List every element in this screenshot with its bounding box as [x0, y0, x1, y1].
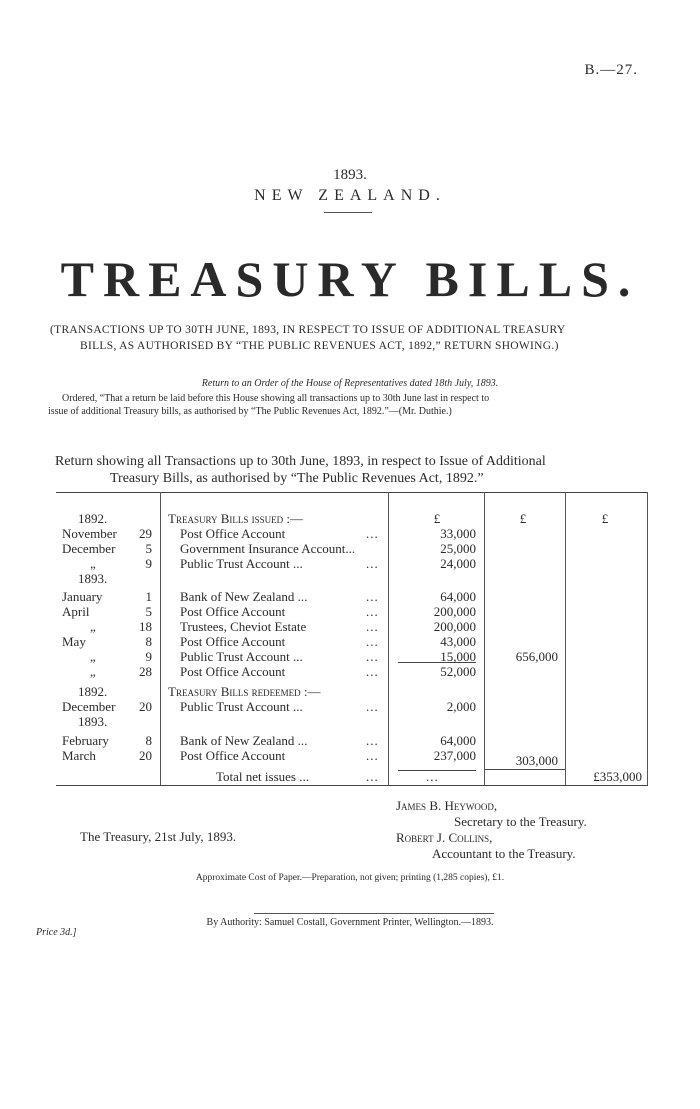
- row-day: 5: [145, 541, 152, 556]
- row-amount: 43,000: [440, 634, 476, 649]
- total-dots: ...: [366, 769, 379, 784]
- row-day: 8: [145, 733, 152, 748]
- return-order-line: Return to an Order of the House of Representatives dated 18th July, 1893.: [201, 378, 499, 389]
- row-item: Public Trust Account ...: [180, 649, 303, 664]
- row-month: November: [62, 526, 117, 541]
- signature-block: [396, 798, 587, 862]
- row-item: Public Trust Account ...: [180, 556, 303, 571]
- table-bottom-rule: [56, 785, 648, 786]
- row-day: 1: [145, 589, 152, 604]
- total-dots: ...: [426, 769, 439, 784]
- row-dots: ...: [366, 589, 379, 604]
- row-month: December: [62, 541, 116, 556]
- document-title: TREASURY BILLS.: [60, 251, 640, 307]
- table-heading-line-2: Treasury Bills, as authorised by “The Public Revenues Act, 1892.”: [110, 471, 484, 486]
- column-divider: [388, 492, 389, 785]
- row-item: Post Office Account: [180, 748, 286, 763]
- year-label: 1893.: [78, 714, 108, 729]
- currency-header: £: [601, 511, 609, 526]
- document-year: 1893.: [333, 167, 367, 183]
- row-day: 18: [139, 619, 152, 634]
- row-day: 9: [145, 649, 152, 664]
- row-month: „: [90, 664, 96, 679]
- row-day: 9: [145, 556, 152, 571]
- price-label: Price 3d.]: [36, 927, 77, 938]
- section-title: Treasury Bills redeemed :—: [168, 684, 321, 699]
- row-dots: ...: [366, 733, 379, 748]
- row-amount: 25,000: [440, 541, 476, 556]
- row-amount: 64,000: [440, 589, 476, 604]
- year-label: 1893.: [78, 571, 108, 586]
- country-heading: NEW ZEALAND.: [254, 187, 446, 204]
- row-day: 20: [139, 748, 152, 763]
- footer-rule: [254, 913, 494, 914]
- table-heading-line-1: Return showing all Transactions up to 30th June, 1893, in respect to Issue of Additional: [55, 454, 546, 469]
- section-title: Treasury Bills issued :—: [168, 511, 303, 526]
- signatory-name: Robert J. Collins,: [396, 830, 493, 845]
- total-label: Total net issues ...: [216, 769, 309, 784]
- row-dots: ...: [366, 556, 379, 571]
- place-date: The Treasury, 21st July, 1893.: [80, 829, 237, 844]
- total-rule: [485, 769, 565, 770]
- ordered-paragraph: [48, 392, 660, 418]
- row-month: „: [90, 619, 96, 634]
- table-top-rule: [56, 492, 648, 493]
- signatory-title: Secretary to the Treasury.: [454, 814, 587, 829]
- row-item: Post Office Account: [180, 634, 286, 649]
- row-amount: 52,000: [440, 664, 476, 679]
- row-amount: 200,000: [433, 604, 476, 619]
- row-amount: 64,000: [440, 733, 476, 748]
- column-divider: [160, 492, 161, 785]
- signatory-name: James B. Heywood,: [396, 798, 498, 813]
- currency-header: £: [433, 511, 441, 526]
- row-month: May: [62, 634, 86, 649]
- row-month: March: [62, 748, 96, 763]
- row-dots: ...: [366, 634, 379, 649]
- row-dots: ...: [366, 748, 379, 763]
- row-amount: 2,000: [446, 699, 476, 714]
- row-item: Post Office Account: [180, 604, 286, 619]
- row-month: „: [90, 649, 96, 664]
- row-amount: 33,000: [440, 526, 476, 541]
- year-label: 1892.: [78, 511, 108, 526]
- row-amount: 200,000: [433, 619, 476, 634]
- row-month: „: [90, 556, 96, 571]
- column-divider: [647, 492, 648, 785]
- row-day: 29: [139, 526, 152, 541]
- approximate-cost: Approximate Cost of Paper.—Preparation, not given; printing (1,285 copies), £1.: [195, 873, 505, 883]
- issued-subtotal: 656,000: [515, 649, 558, 664]
- total-value: £353,000: [593, 769, 642, 784]
- printer-authority: By Authority: Samuel Costall, Government Printer, Wellington.—1893.: [206, 917, 494, 928]
- row-item: Post Office Account: [180, 664, 286, 679]
- row-month: January: [62, 589, 103, 604]
- table-heading: [55, 453, 651, 487]
- ordered-line-1: Ordered, “That a return be laid before this House showing all transactions up to 30th June last in respect to: [62, 393, 490, 404]
- year-label: 1892.: [78, 684, 108, 699]
- row-item: Public Trust Account ...: [180, 699, 303, 714]
- subtitle-line-2: BILLS, AS AUTHORISED BY “THE PUBLIC REVENUES ACT, 1892,” RETURN SHOWING.): [80, 340, 559, 352]
- row-dots: ...: [366, 649, 379, 664]
- row-item: Trustees, Cheviot Estate: [180, 619, 307, 634]
- row-amount: 15,000: [440, 649, 476, 664]
- row-dots: ...: [366, 526, 379, 541]
- row-item: Bank of New Zealand ...: [180, 733, 308, 748]
- ordered-line-2: issue of additional Treasury bills, as authorised by “The Public Revenues Act, 1892.”—(Mr. Duthie.): [48, 406, 452, 417]
- document-reference: B.—27.: [584, 62, 638, 78]
- row-day: 5: [145, 604, 152, 619]
- column-divider: [565, 492, 566, 785]
- redeemed-subtotal: 303,000: [515, 753, 558, 768]
- row-dots: ...: [366, 604, 379, 619]
- row-amount: 237,000: [433, 748, 476, 763]
- row-amount: 24,000: [440, 556, 476, 571]
- row-item: Post Office Account: [180, 526, 286, 541]
- row-month: December: [62, 699, 116, 714]
- row-day: 28: [139, 664, 152, 679]
- document-subtitle: [50, 322, 656, 354]
- signatory-title: Accountant to the Treasury.: [432, 846, 576, 861]
- row-item: Government Insurance Account...: [180, 541, 356, 556]
- header-rule: [324, 212, 372, 213]
- row-dots: ...: [366, 619, 379, 634]
- row-dots: ...: [366, 699, 379, 714]
- row-day: 20: [139, 699, 152, 714]
- row-dots: ...: [366, 664, 379, 679]
- row-item: Bank of New Zealand ...: [180, 589, 308, 604]
- transactions-table: [56, 492, 648, 787]
- row-month: February: [62, 733, 109, 748]
- row-day: 8: [145, 634, 152, 649]
- currency-header: £: [519, 511, 527, 526]
- row-month: April: [62, 604, 90, 619]
- column-divider: [484, 492, 485, 785]
- subtitle-line-1: (TRANSACTIONS UP TO 30TH JUNE, 1893, IN RESPECT TO ISSUE OF ADDITIONAL TREASURY: [50, 324, 566, 336]
